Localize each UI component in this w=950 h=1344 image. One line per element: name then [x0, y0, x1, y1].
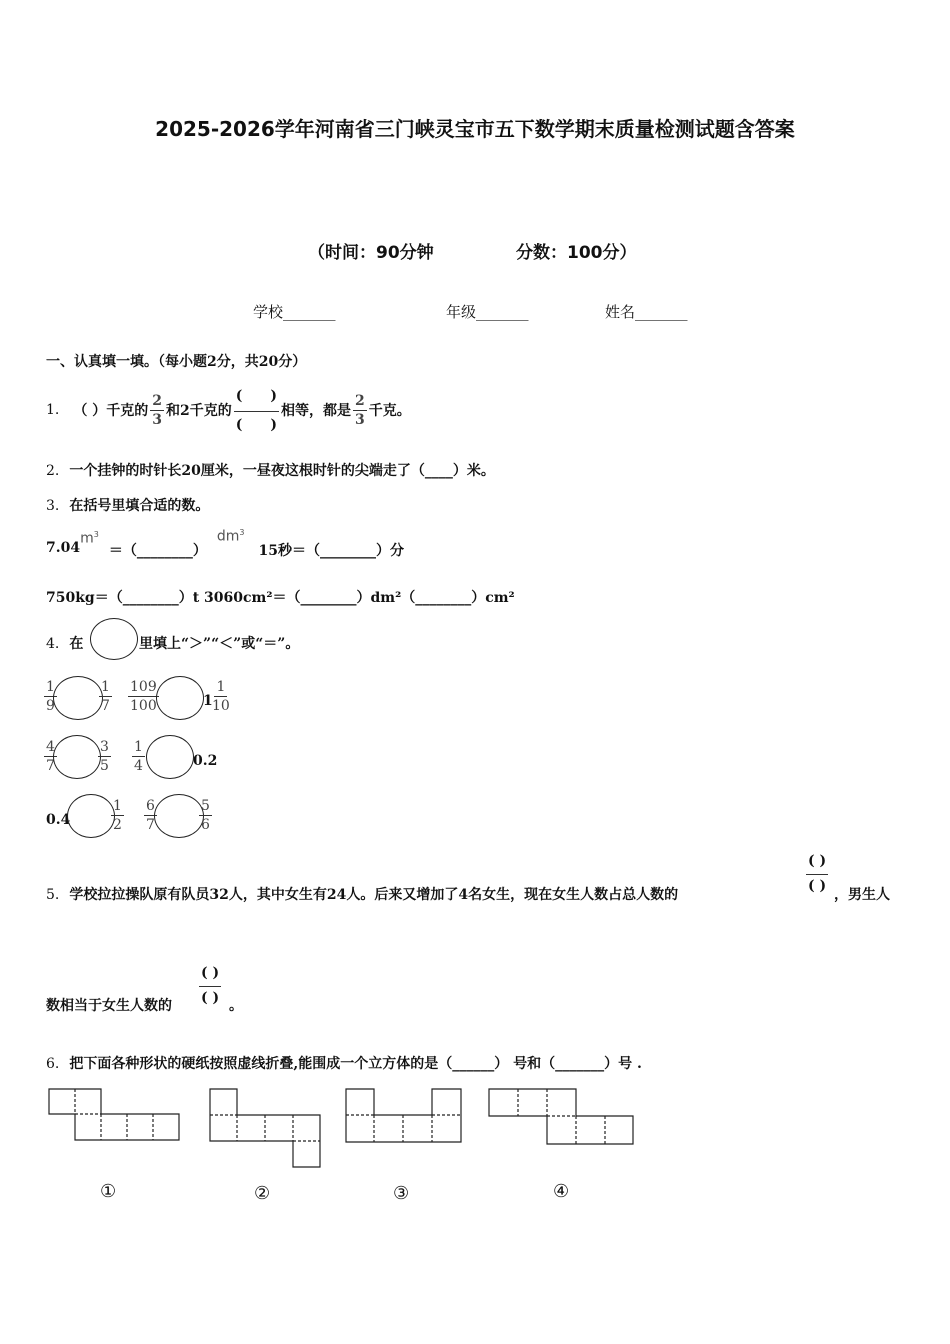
- q1-blank-fraction: $\frac{( )}{( )}$: [235, 387, 277, 433]
- q1-text-c: 相等，都是: [280, 403, 351, 419]
- question-6: 6. 把下面各种形状的硬纸按照虚线折叠,能围成一个立方体的是（______） 号和（_______）号 .: [46, 1056, 642, 1072]
- section-heading: 一、认真填一填。（每小题2分，共20分）: [46, 354, 307, 370]
- q5-blank-fraction-1: $\frac{( )}{( )}$: [808, 853, 827, 894]
- question-3: 3. 在括号里填合适的数。: [46, 498, 210, 514]
- question-1: [46, 372, 411, 448]
- school-field: 学校_______: [253, 303, 336, 321]
- q4-compare-oval[interactable]: [146, 735, 194, 779]
- time-label: （时间：90分钟: [308, 243, 434, 263]
- cubic-meter-unit: $m^3$: [80, 530, 99, 547]
- q1-text-b: 和2千克的: [165, 403, 232, 419]
- q1-text-d: 千克。: [368, 403, 411, 419]
- q4-compare-oval[interactable]: [53, 676, 103, 720]
- q4-compare-oval[interactable]: [154, 794, 204, 838]
- q1-number: 1.: [46, 402, 60, 418]
- q1-fraction-2: $\frac{2}{3}$: [354, 392, 365, 428]
- q4-compare-oval[interactable]: [67, 794, 115, 838]
- q5-blank-fraction-2: $\frac{( )}{( )}$: [201, 965, 220, 1006]
- cubic-decimeter-unit: $dm^3$: [216, 528, 245, 545]
- cube-net-3: [346, 1089, 461, 1142]
- page-title: 2025-2026学年河南省三门峡灵宝市五下数学期末质量检测试题含答案: [155, 117, 795, 141]
- question-2: 2. 一个挂钟的时针长20厘米，一昼夜这根时针的尖端走了（____）米。: [46, 463, 495, 479]
- score-label: 分数：100分）: [516, 243, 637, 263]
- question-5: 5. 学校拉拉操队原有队员32人，其中女生有24人。后来又增加了4名女生，现在女生人数占总人数的: [46, 887, 679, 903]
- q4-oval-example: [90, 618, 138, 660]
- net-label-3: ③: [393, 1183, 410, 1204]
- q3-line-1: 7.04 $m^3$ ＝（________） $dm^3$ 15秒＝（________）分: [46, 528, 404, 559]
- net-label-2: ②: [254, 1183, 271, 1204]
- cube-nets-diagram: [0, 1080, 700, 1180]
- q4-compare-oval[interactable]: [53, 735, 101, 779]
- q1-text-a: （ ）千克的: [73, 403, 149, 419]
- cube-net-4: [489, 1089, 633, 1144]
- q3-line-2: 750kg＝（________）t 3060cm²＝（________）dm²（________）cm²: [46, 590, 515, 606]
- net-label-4: ④: [553, 1181, 570, 1202]
- cube-net-2: [210, 1089, 320, 1167]
- q4-instruction: 里填上“＞”“＜”或“＝”。: [139, 636, 300, 652]
- name-field: 姓名_______: [605, 303, 688, 321]
- q1-fraction-1: $\frac{2}{3}$: [152, 392, 162, 428]
- grade-field: 年级_______: [446, 303, 529, 321]
- cube-net-1: [49, 1089, 179, 1140]
- q4-compare-oval[interactable]: [156, 676, 204, 720]
- net-label-1: ①: [100, 1181, 117, 1202]
- question-4: 4. 在: [46, 636, 84, 652]
